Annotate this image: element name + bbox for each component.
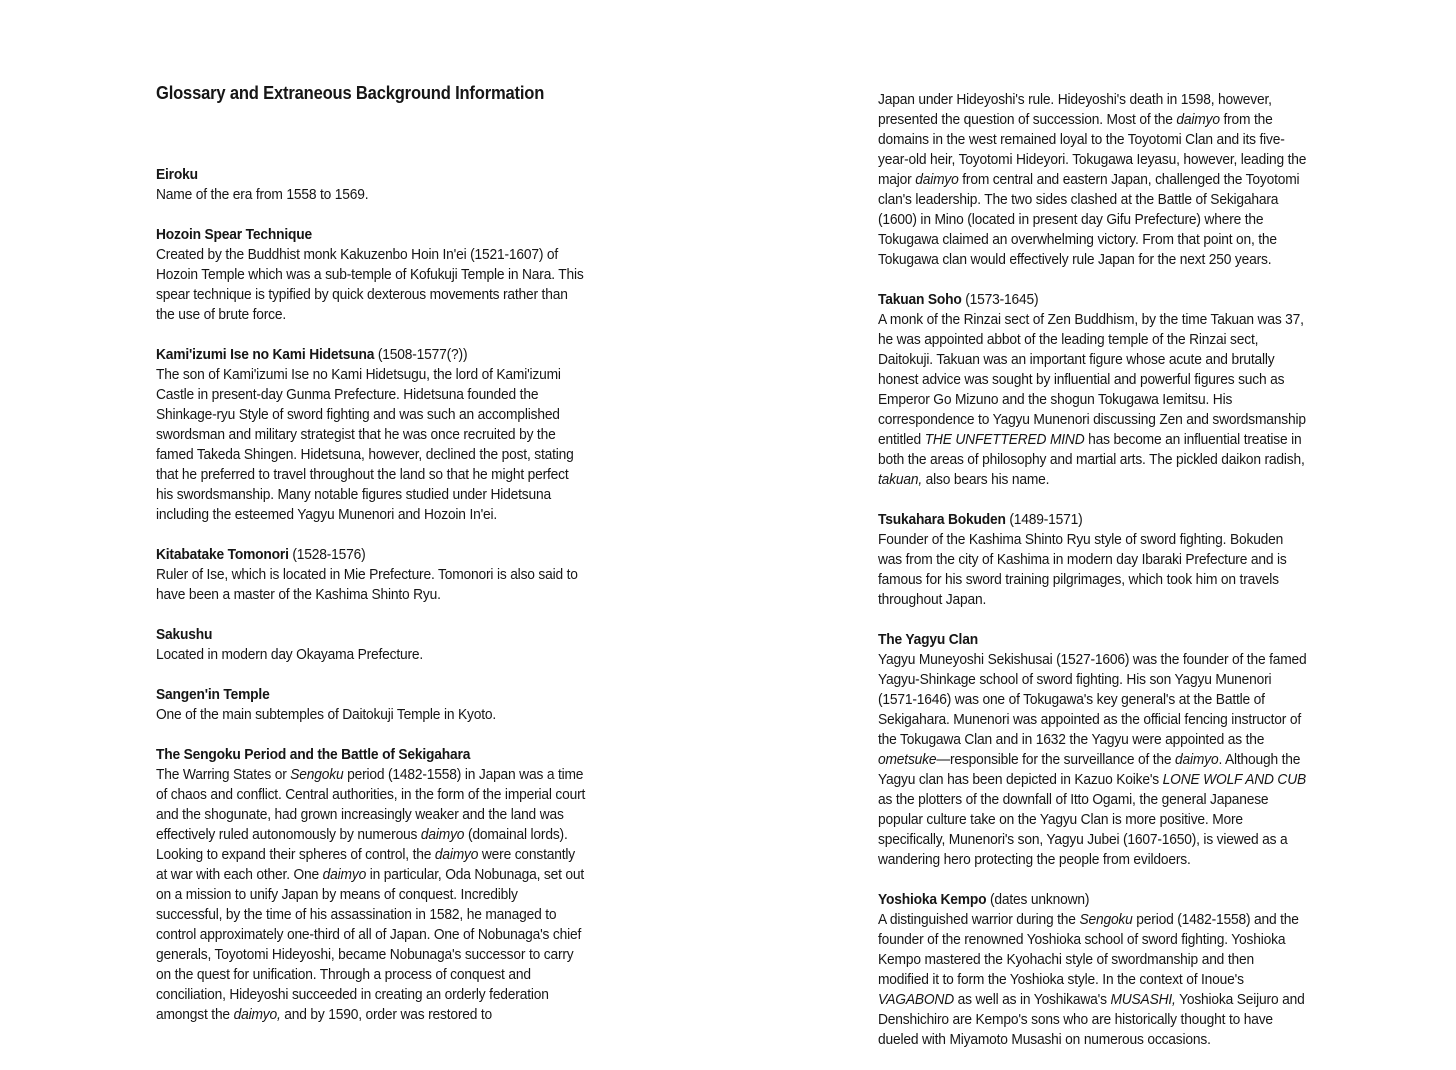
text-run: has become an influential treatise in both the areas of philosophy and martial arts. The pickled daikon radish,	[878, 431, 1305, 468]
entry-body	[156, 185, 587, 205]
text-run: Yoshioka Seijuro and Denshichiro are Kempo's sons who are historically thought to have dueled with Miyamoto Musashi on numerous occasions.	[878, 991, 1305, 1048]
text-run: (domainal lords). Looking to expand their spheres of control, the	[156, 826, 568, 863]
entry-dates: (dates unknown)	[986, 891, 1090, 908]
entry-body	[878, 310, 1307, 490]
italic-text-run: daimyo	[434, 846, 479, 863]
italic-text-run: daimyo	[1175, 751, 1219, 768]
entry-dates: (1528-1576)	[288, 546, 366, 563]
text-run: as well as in Yoshikawa's	[953, 991, 1111, 1008]
entry-heading	[878, 290, 1307, 310]
entry-body	[156, 565, 587, 605]
italic-text-run: LONE WOLF AND CUB	[1162, 771, 1307, 788]
text-run: also bears his name.	[921, 471, 1050, 488]
glossary-entry	[878, 290, 1307, 490]
text-run: period (1482-1558) and the founder of the renowned Yoshioka school of sword fighting. Yoshioka Kempo mastered the Kyohachi style of swordmanship and then modified it to form the Yoshioka style. In the context of Inoue's	[878, 911, 1299, 988]
entry-term: Takuan Soho	[878, 291, 962, 308]
text-run: Name of the era from 1558 to 1569.	[156, 186, 369, 203]
italic-text-run: takuan,	[878, 471, 922, 488]
entry-heading	[156, 345, 587, 365]
italic-text-run: Sengoku	[1079, 911, 1133, 928]
glossary-entry	[156, 225, 587, 325]
text-run: . Although the Yagyu clan has been depicted in Kazuo Koike's	[878, 751, 1301, 788]
text-run: One of the main subtemples of Daitokuji Temple in Kyoto.	[156, 706, 496, 723]
text-run: from the domains in the west remained loyal to the Toyotomi Clan and its five-year-old heir, Toyotomi Hideyori. Tokugawa Ieyasu, however, leading the major	[878, 111, 1307, 188]
glossary-entry	[156, 165, 587, 205]
italic-text-run: daimyo	[1176, 111, 1220, 128]
text-run: —responsible for the surveillance of the	[936, 751, 1176, 768]
entry-dates: (1573-1645)	[961, 291, 1039, 308]
entry-term: Sakushu	[156, 626, 213, 643]
right-page	[878, 90, 1307, 1050]
text-run: Ruler of Ise, which is located in Mie Prefecture. Tomonori is also said to have been a master of the Kashima Shinto Ryu.	[156, 566, 578, 603]
italic-text-run: VAGABOND	[878, 991, 954, 1008]
glossary-entry	[156, 745, 587, 1025]
left-page	[156, 82, 587, 1025]
entry-body	[878, 650, 1307, 870]
entry-term: Eiroku	[156, 166, 198, 183]
glossary-entry	[156, 345, 587, 525]
italic-text-run: ometsuke	[878, 751, 937, 768]
italic-text-run: daimyo	[915, 171, 959, 188]
italic-text-run: daimyo	[322, 866, 367, 883]
entry-heading	[156, 545, 587, 565]
italic-text-run: daimyo,	[233, 1006, 281, 1023]
glossary-entry	[878, 510, 1307, 610]
text-run: were constantly at war with each other. One	[156, 846, 576, 883]
entry-dates: (1489-1571)	[1005, 511, 1083, 528]
italic-text-run: Sengoku	[290, 766, 344, 783]
entry-body	[156, 645, 587, 665]
entry-heading	[156, 165, 587, 185]
text-run: as the plotters of the downfall of Itto Ogami, the general Japanese popular culture take on the Yagyu Clan is more positive. More specifically, Munenori's son, Yagyu Jubei (1607-1650), is viewed as a wandering hero protecting the people from evildoers.	[878, 791, 1288, 868]
glossary-entry	[878, 630, 1307, 870]
continuation-paragraph-wrap	[878, 90, 1307, 270]
entry-body	[156, 705, 587, 725]
glossary-entry	[156, 685, 587, 725]
italic-text-run: daimyo	[420, 826, 465, 843]
entry-heading	[878, 630, 1307, 650]
text-run: and by 1590, order was restored to	[280, 1006, 493, 1023]
entry-body	[878, 530, 1307, 610]
entry-body	[156, 245, 587, 325]
text-run: Created by the Buddhist monk Kakuzenbo Hoin In'ei (1521-1607) of Hozoin Temple which was a sub-temple of Kofukuji Temple in Nara. This spear technique is typified by quick dexterous movements rather than the use of brute force.	[156, 246, 584, 323]
text-run: from central and eastern Japan, challenged the Toyotomi clan's leadership. The two sides clashed at the Battle of Sekigahara (1600) in Mino (located in present day Gifu Prefecture) where the Tokugawa claimed an overwhelming victory. From that point on, the Tokugawa clan would effectively rule Japan for the next 250 years.	[878, 171, 1300, 268]
text-run: A distinguished warrior during the	[878, 911, 1080, 928]
entry-heading	[878, 510, 1307, 530]
entry-term: The Sengoku Period and the Battle of Sekigahara	[156, 746, 471, 763]
entry-term: Kami'izumi Ise no Kami Hidetsuna	[156, 346, 375, 363]
entry-heading	[878, 890, 1307, 910]
glossary-entry	[156, 545, 587, 605]
entry-term: Kitabatake Tomonori	[156, 546, 289, 563]
entry-heading	[156, 685, 587, 705]
entry-heading	[156, 745, 587, 765]
entry-body	[156, 765, 587, 1025]
continuation-paragraph	[878, 90, 1307, 270]
entry-body	[156, 365, 587, 525]
entry-term: Tsukahara Bokuden	[878, 511, 1006, 528]
glossary-entries-right	[878, 290, 1307, 1050]
text-run: The Warring States or	[156, 766, 291, 783]
entry-heading	[156, 225, 587, 245]
text-run: Founder of the Kashima Shinto Ryu style of sword fighting. Bokuden was from the city of Kashima in modern day Ibaraki Prefecture and is famous for his sword training pilgrimages, which took him on travels throughout Japan.	[878, 531, 1287, 608]
glossary-entry	[878, 890, 1307, 1050]
text-run: The son of Kami'izumi Ise no Kami Hidetsugu, the lord of Kami'izumi Castle in present-day Gunma Prefecture. Hidetsuna founded the Shinkage-ryu Style of sword fighting and was such an accomplished swordsman and military strategist that he was once recruited by the famed Takeda Shingen. Hidetsuna, however, declined the post, stating that he preferred to travel throughout the land so that he might perfect his swordsmanship. Many notable figures studied under Hidetsuna including the esteemed Yagyu Munenori and Hozoin In'ei.	[156, 366, 574, 523]
text-run: in particular, Oda Nobunaga, set out on a mission to unify Japan by means of conquest. Incredibly successful, by the time of his assassination in 1582, he managed to control approximately one-third of all of Japan. One of Nobunaga's chief generals, Toyotomi Hideyoshi, became Nobunaga's successor to carry on the quest for unification. Through a process of conquest and conciliation, Hideyoshi succeeded in creating an orderly federation amongst the	[156, 866, 585, 1023]
page-title: Glossary and Extraneous Background Information	[156, 83, 545, 103]
italic-text-run: MUSASHI,	[1110, 991, 1176, 1008]
entry-heading	[156, 625, 587, 645]
entry-body	[878, 910, 1307, 1050]
glossary-entry	[156, 625, 587, 665]
text-run: Located in modern day Okayama Prefecture.	[156, 646, 424, 663]
entry-term: Sangen'in Temple	[156, 686, 270, 703]
entry-dates: (1508-1577(?))	[374, 346, 468, 363]
entry-term: Yoshioka Kempo	[878, 891, 987, 908]
text-run: period (1482-1558) in Japan was a time of chaos and conflict. Central authorities, in the form of the imperial court and the shogunate, had grown increasingly weaker and the land was effectively ruled autonomously by numerous	[156, 766, 586, 843]
entry-term: Hozoin Spear Technique	[156, 226, 312, 243]
text-run: A monk of the Rinzai sect of Zen Buddhism, by the time Takuan was 37, he was appointed abbot of the leading temple of the Rinzai sect, Daitokuji. Takuan was an important figure whose acute and brutally honest advice was sought by influential and powerful figures such as Emperor Go Mizuno and the shogun Tokugawa Iemitsu. His correspondence to Yagyu Munenori discussing Zen and swordsmanship entitled	[878, 311, 1306, 448]
entry-term: The Yagyu Clan	[878, 631, 978, 648]
text-run: Yagyu Muneyoshi Sekishusai (1527-1606) was the founder of the famed Yagyu-Shinkage school of sword fighting. His son Yagyu Munenori (1571-1646) was one of Tokugawa's key general's at the Battle of Sekigahara. Munenori was appointed as the official fencing instructor of the Tokugawa Clan and in 1632 the Yagyu were appointed as the	[878, 651, 1307, 748]
text-run: Japan under Hideyoshi's rule. Hideyoshi's death in 1598, however, presented the question of succession. Most of the	[878, 91, 1272, 128]
italic-text-run: THE UNFETTERED MIND	[924, 431, 1085, 448]
glossary-entries-left	[156, 165, 587, 1025]
